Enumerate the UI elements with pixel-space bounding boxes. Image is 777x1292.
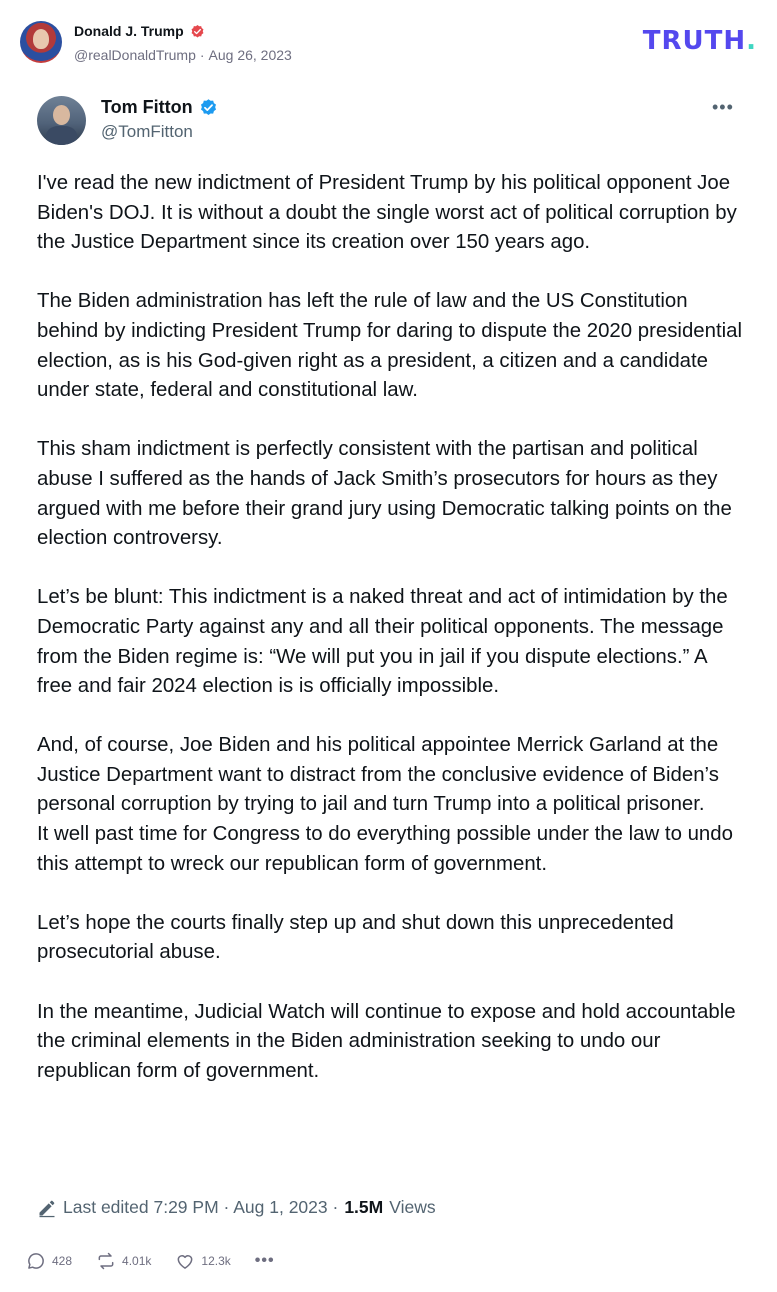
- tweet-paragraph: It well past time for Congress to do everything possible under the law to undo this attempt to wreck our republican form of government.: [37, 823, 733, 875]
- embedded-tweet-image[interactable]: [0, 80, 777, 1230]
- tweet-author-handle: @TomFitton: [101, 122, 193, 141]
- retruth-button[interactable]: [96, 1251, 151, 1271]
- retruth-icon: [96, 1251, 116, 1271]
- tweet-author-name: Tom Fitton: [101, 97, 193, 117]
- tweet-paragraph: This sham indictment is perfectly consistent with the partisan and political abuse I suffered as the hands of Jack Smith’s prosecutors for hours as they argued with me before their grand jury using Democratic talking points on the election controversy.: [37, 438, 732, 550]
- author-avatar[interactable]: [20, 21, 62, 63]
- edited-label: Last edited 7:29 PM · Aug 1, 2023 ·: [63, 1197, 339, 1217]
- like-button[interactable]: [175, 1251, 230, 1271]
- tweet-paragraph: The Biden administration has left the rule of law and the US Constitution behind by indicting President Trump for daring to dispute the 2020 presidential election, as is his God-given right as a president, a citizen and a candidate under state, federal and constitutional law.: [37, 290, 743, 402]
- views-label: Views: [389, 1197, 436, 1217]
- heart-icon: [175, 1251, 195, 1271]
- truth-logo[interactable]: [643, 26, 757, 56]
- author-meta: [74, 47, 292, 63]
- meta-separator: ·: [199, 47, 205, 63]
- author-name-row: [74, 23, 205, 39]
- truth-logo-text: TRUTH: [642, 26, 747, 56]
- post-action-bar: [26, 1251, 299, 1271]
- tweet-text: [37, 169, 745, 1086]
- author-handle[interactable]: @realDonaldTrump: [74, 47, 196, 63]
- tweet-paragraph: And, of course, Joe Biden and his political appointee Merrick Garland at the Justice Department want to distract from the conclusive evidence of Biden’s personal corruption by trying to jail and turn Trump into a political prisoner.: [37, 734, 719, 816]
- reply-button[interactable]: [26, 1251, 72, 1271]
- post-header: [0, 0, 777, 80]
- blue-verified-icon: [199, 98, 218, 117]
- tweet-more-icon: •••: [712, 97, 734, 117]
- tweet-paragraph: Let’s hope the courts finally step up and shut down this unprecedented prosecutorial abuse.: [37, 911, 674, 964]
- reply-count: 428: [52, 1254, 73, 1268]
- verified-badge-icon: [190, 24, 205, 39]
- truth-logo-dot: .: [746, 26, 757, 56]
- reply-icon: [26, 1251, 46, 1271]
- author-name[interactable]: Donald J. Trump: [74, 23, 184, 39]
- tweet-author-name-row: [101, 97, 218, 118]
- post-date[interactable]: Aug 26, 2023: [208, 47, 292, 63]
- tweet-paragraph: In the meantime, Judicial Watch will continue to expose and hold accountable the criminal elements in the Biden administration seeking to undo our republican form of government.: [37, 1000, 736, 1082]
- tweet-paragraph: Let’s be blunt: This indictment is a naked threat and act of intimidation by the Democratic Party against any and all their political opponents. The message from the Biden regime is: “We will put you in jail if you dispute elections.” A free and fair 2024 election is is officially impossible.: [37, 586, 728, 698]
- views-count: 1.5M: [344, 1197, 384, 1217]
- tweet-edited-line: [37, 1197, 436, 1218]
- tweet-paragraph: I've read the new indictment of President Trump by his political opponent Joe Biden's DOJ. It is without a doubt the single worst act of political corruption by the Justice Department since its creation over 150 years ago.: [37, 172, 737, 254]
- more-options-button[interactable]: [255, 1252, 275, 1270]
- like-count: 12.3k: [201, 1254, 231, 1268]
- retruth-count: 4.01k: [122, 1254, 152, 1268]
- more-dots-icon: •••: [254, 1252, 275, 1269]
- pencil-icon: [37, 1198, 57, 1218]
- tweet-author-avatar: [37, 96, 86, 145]
